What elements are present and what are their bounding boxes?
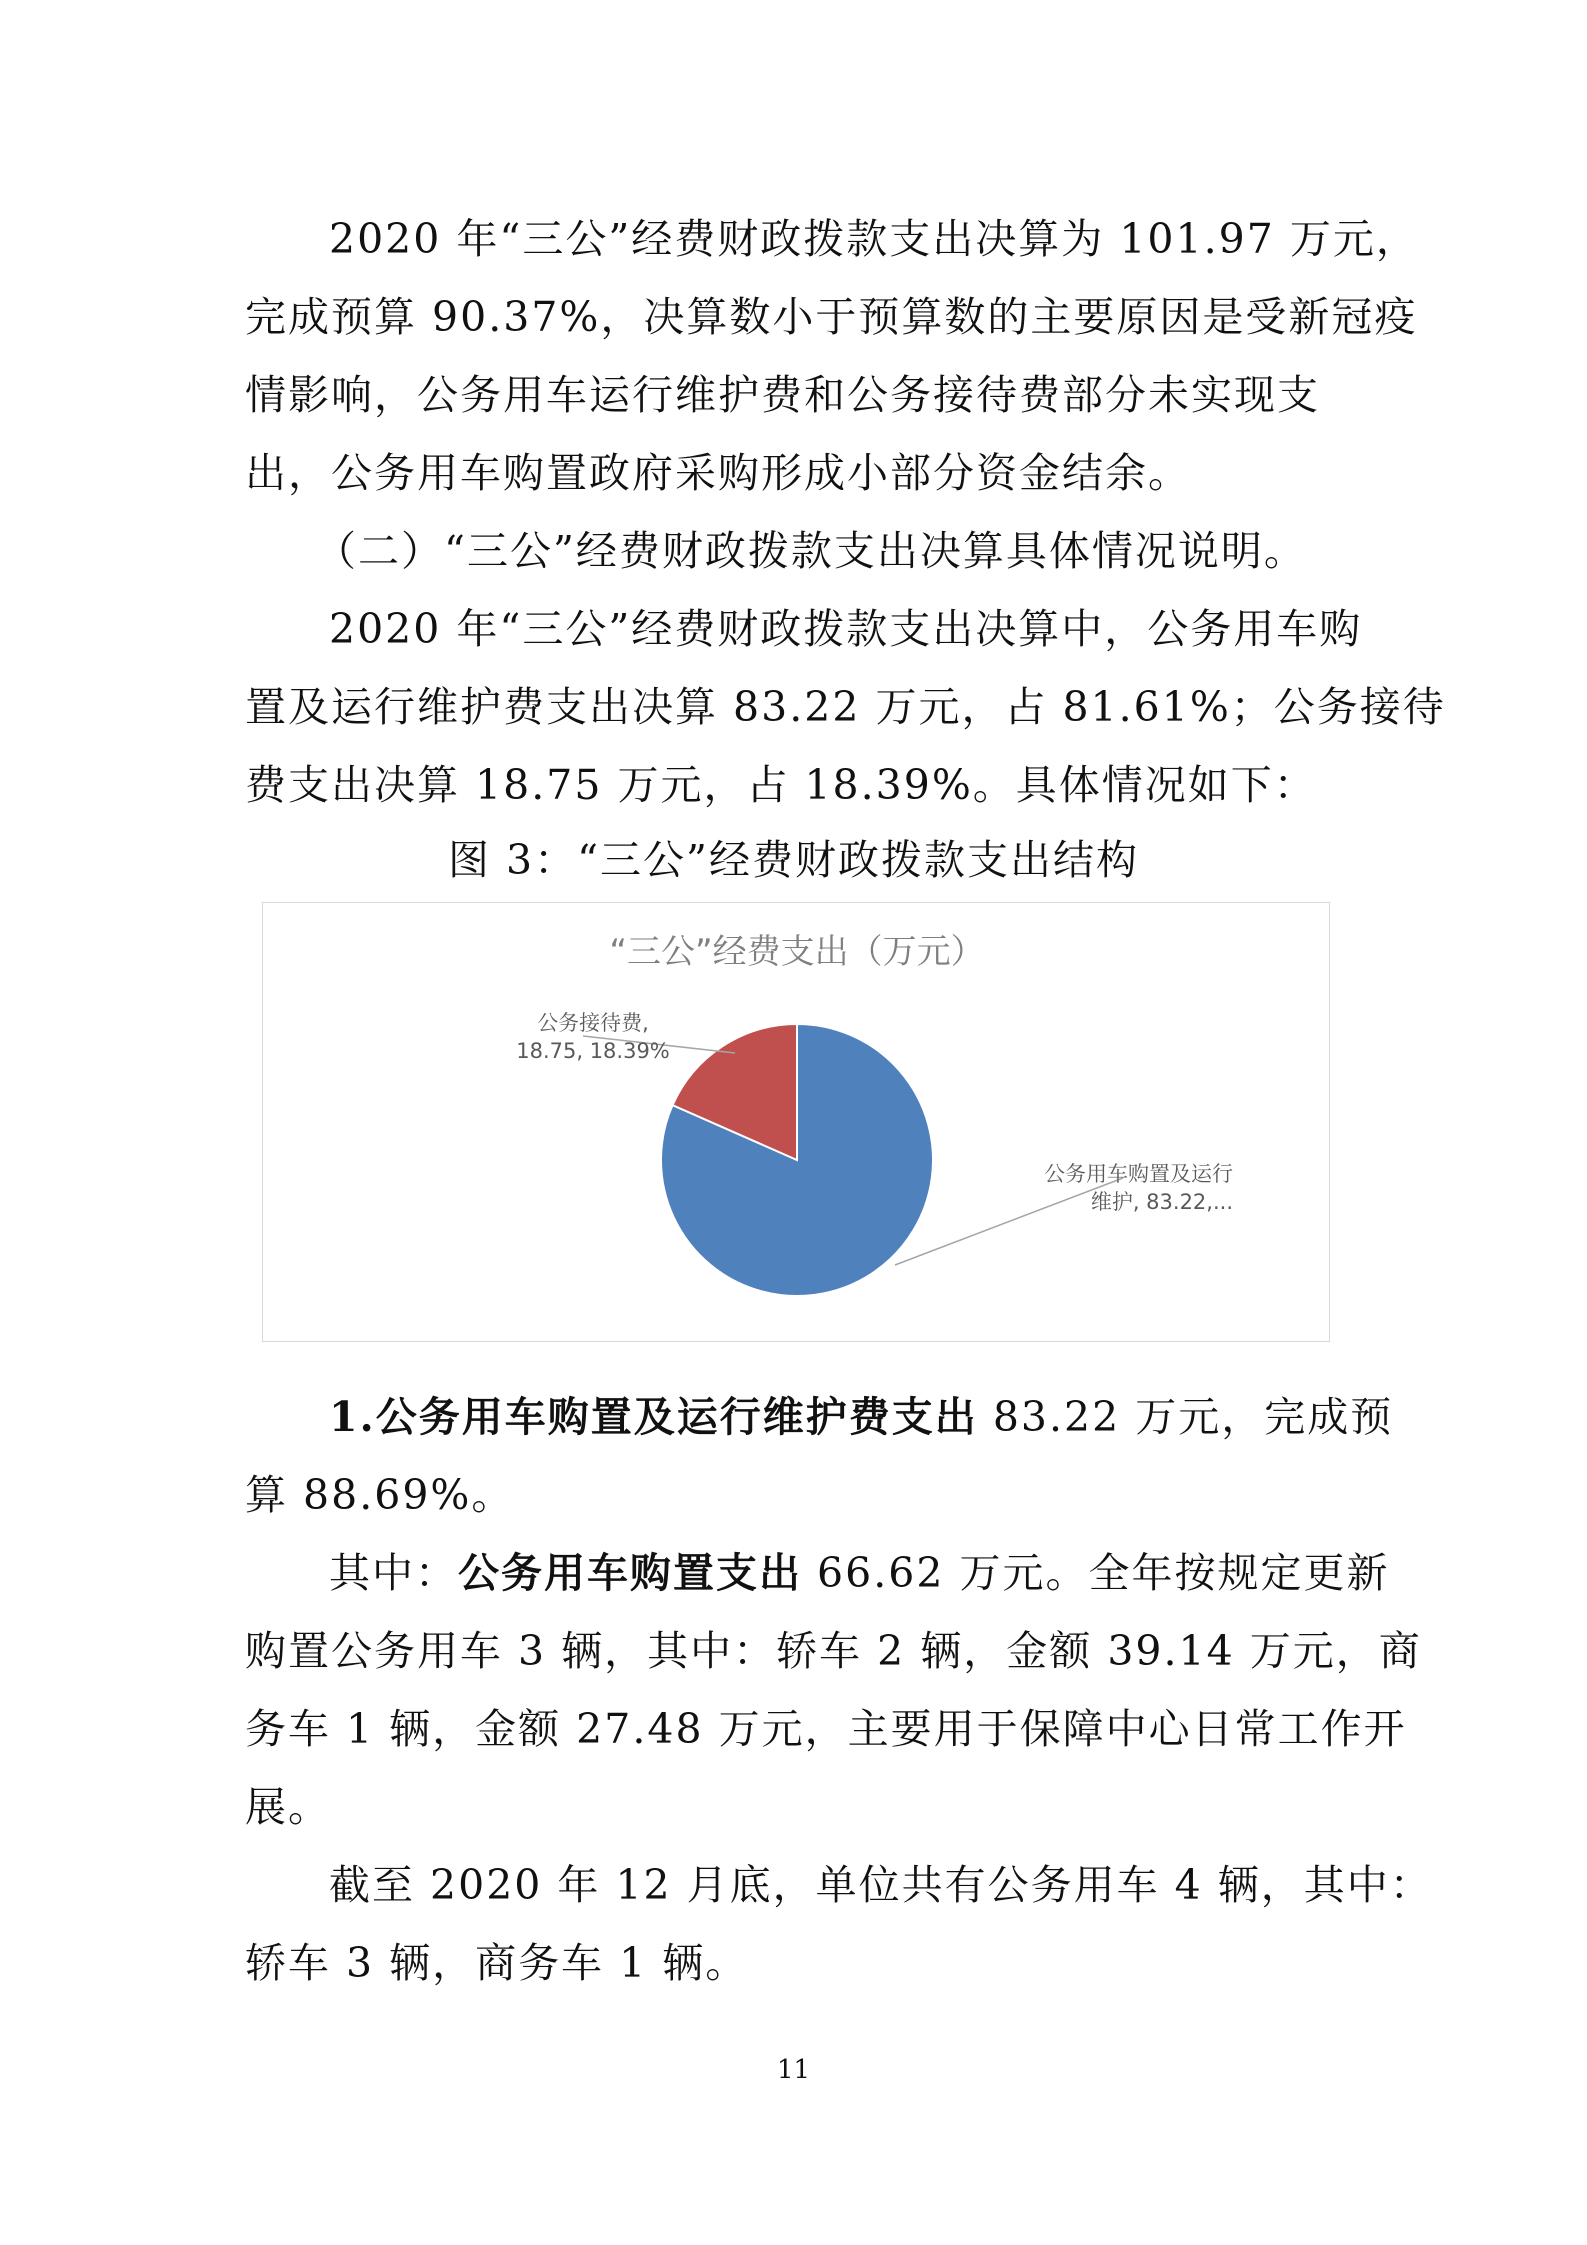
data-label: 公务接待费,	[537, 1011, 649, 1035]
data-label: 18.75, 18.39%	[516, 1039, 670, 1063]
text-line	[245, 1534, 1390, 1612]
text-line: 出，公务用车购置政府采购形成小部分资金结余。	[245, 449, 1191, 497]
text-line: 务车 1 辆，金额 27.48 万元，主要用于保障中心日常工作开	[245, 1705, 1407, 1753]
text-line: 完成预算 90.37%，决算数小于预算数的主要原因是受新冠疫	[245, 293, 1418, 341]
section-heading	[245, 512, 1345, 590]
paragraph-vehicle-total	[245, 1378, 1394, 1534]
section-heading-text: （二）“三公”经费财政拨款支出决算具体情况说明。	[315, 527, 1307, 575]
pie-chart	[263, 903, 1331, 1343]
figure-caption: 图 3：“三公”经费财政拨款支出结构	[447, 836, 1140, 884]
text-line: 2020 年“三公”经费财政拨款支出决算为 101.97 万元，	[329, 215, 1419, 263]
text-run: 66.62 万元。全年按规定更新	[802, 1549, 1390, 1597]
paragraph-vehicle-purchase	[245, 1534, 1422, 1846]
text-line: 轿车 3 辆，商务车 1 辆。	[245, 1939, 749, 1987]
data-label: 维护, 83.22,...	[1090, 1190, 1233, 1214]
text-line: 截至 2020 年 12 月底，单位共有公务用车 4 辆，其中：	[329, 1861, 1433, 1909]
bold-term: 公务用车购置支出	[458, 1549, 802, 1597]
text-line: 算 88.69%。	[245, 1471, 515, 1519]
text-line: 展。	[245, 1783, 331, 1831]
bold-term: 1.公务用车购置及运行维护费支出	[329, 1393, 978, 1441]
pie-chart-frame	[262, 902, 1330, 1342]
text-line: 情影响，公务用车运行维护费和公务接待费部分未实现支	[245, 371, 1320, 419]
paragraph-breakdown	[245, 590, 1446, 824]
text-run: 其中：	[329, 1549, 458, 1597]
page-number: 11	[776, 2055, 811, 2085]
data-label: 公务用车购置及运行	[1044, 1162, 1233, 1186]
chart-title: “三公”经费支出（万元）	[609, 932, 985, 972]
text-run: 83.22 万元，完成预	[977, 1393, 1394, 1441]
paragraph-vehicle-count	[245, 1846, 1433, 2002]
text-line: 置及运行维护费支出决算 83.22 万元，占 81.61%；公务接待	[245, 683, 1446, 731]
text-line: 费支出决算 18.75 万元，占 18.39%。具体情况如下：	[245, 761, 1317, 809]
text-line: 2020 年“三公”经费财政拨款支出决算中，公务用车购	[329, 605, 1363, 653]
text-line: 购置公务用车 3 辆，其中：轿车 2 辆，金额 39.14 万元，商	[245, 1627, 1422, 1675]
text-line	[245, 1378, 1394, 1456]
paragraph-summary	[245, 200, 1419, 512]
